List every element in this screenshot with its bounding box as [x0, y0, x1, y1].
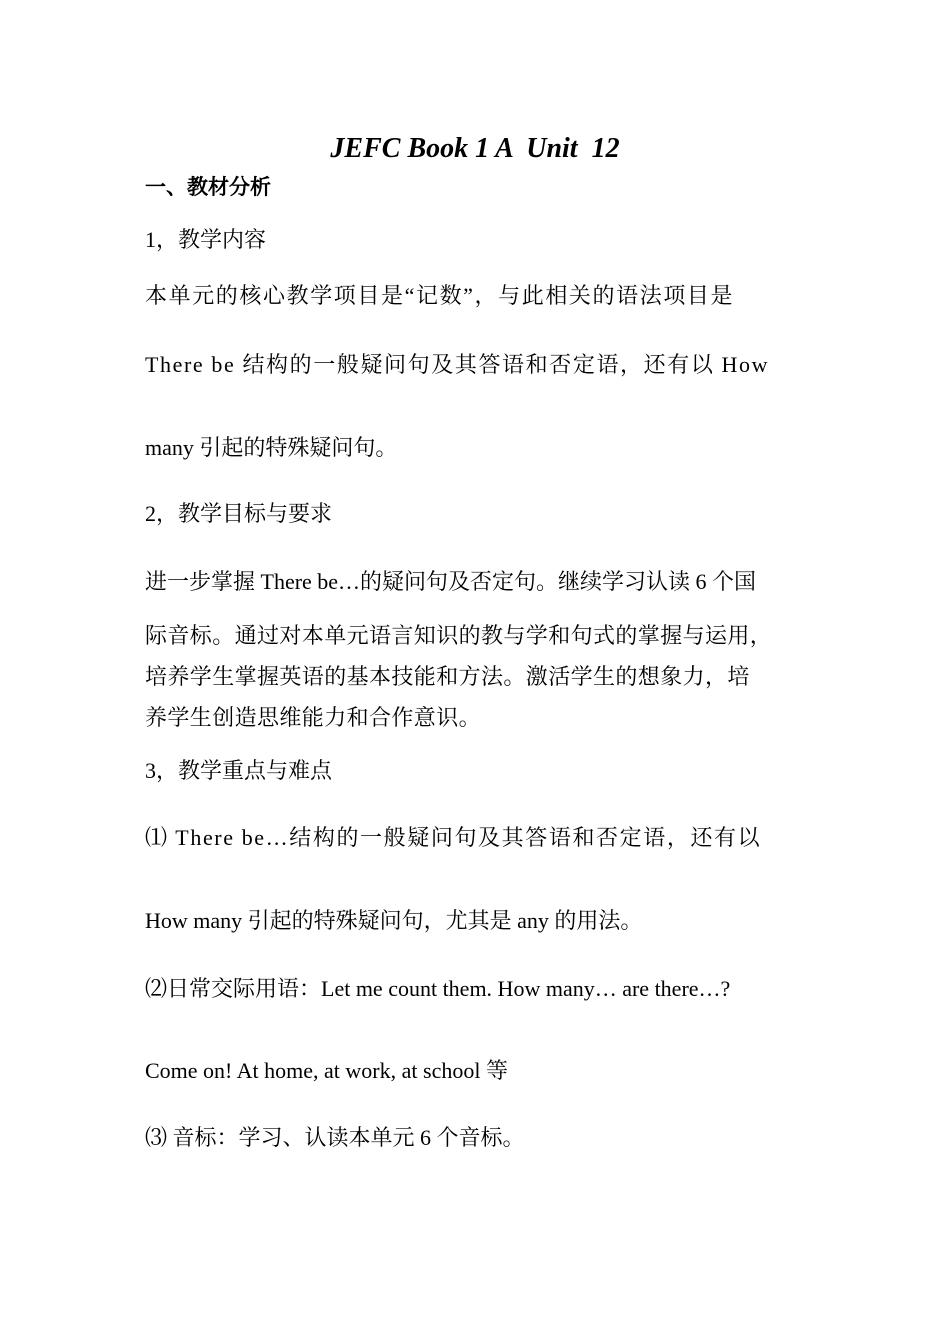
paragraph-line: 培养学生掌握英语的基本技能和方法。激活学生的想象力，培 — [145, 664, 750, 689]
paragraph-line: 进一步掌握 There be…的疑问句及否定句。继续学习认读 6 个国 — [145, 569, 757, 594]
document-title: JEFC Book 1 A Unit 12 — [330, 133, 620, 164]
subsection-heading-focus: 3，教学重点与难点 — [145, 758, 333, 783]
paragraph-line: many 引起的特殊疑问句。 — [145, 435, 398, 460]
paragraph-line: There be 结构的一般疑问句及其答语和否定语，还有以 How — [145, 352, 770, 377]
subsection-heading-content: 1，教学内容 — [145, 227, 267, 252]
paragraph-line: How many 引起的特殊疑问句，尤其是 any 的用法。 — [145, 908, 643, 933]
paragraph-line: ⑴ There be…结构的一般疑问句及其答语和否定语，还有以 — [145, 825, 762, 850]
paragraph-line: ⑶ 音标：学习、认读本单元 6 个音标。 — [145, 1125, 525, 1150]
subsection-heading-goals: 2，教学目标与要求 — [145, 501, 333, 526]
paragraph-line: 本单元的核心教学项目是“记数”，与此相关的语法项目是 — [145, 283, 735, 308]
paragraph-line: Come on! At home, at work, at school 等 — [145, 1058, 508, 1083]
paragraph-line: ⑵日常交际用语：Let me count them. How many… are there…? — [145, 976, 731, 1001]
section-heading: 一、教材分析 — [145, 175, 271, 199]
paragraph-line: 养学生创造思维能力和合作意识。 — [145, 705, 482, 730]
paragraph-line: 际音标。通过对本单元语言知识的教与学和句式的掌握与运用， — [145, 623, 773, 648]
